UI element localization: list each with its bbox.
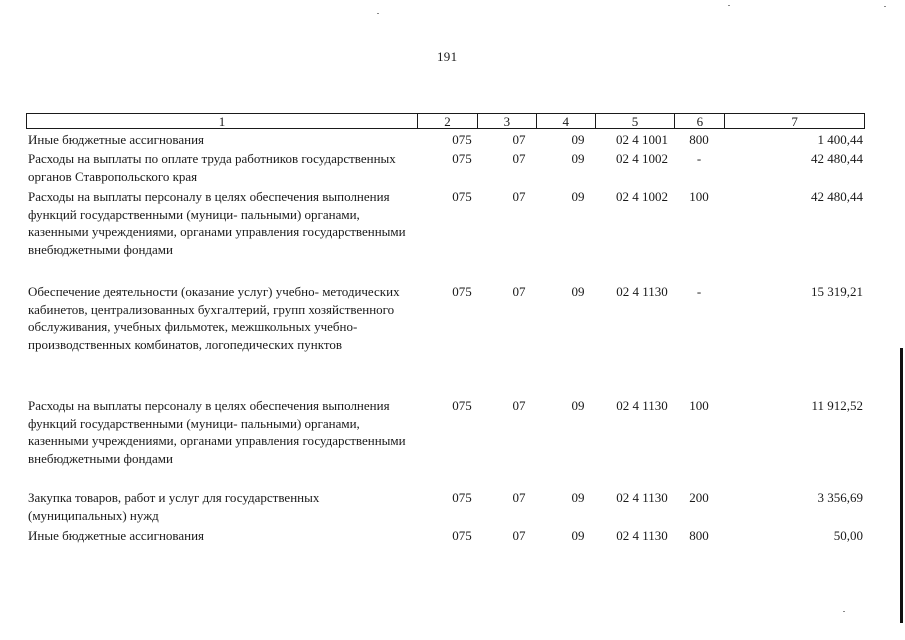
row-sum: 15 319,21: [811, 284, 863, 299]
row-expense-type: -: [696, 284, 702, 299]
row-description: Обеспечение деятельности (оказание услуг) учебно- методических кабинетов, централизованных бухгалтерий, групп хозяйственного обслуживания, учебных фильмотек, межшкольных учебно-производственных комбинатов, логопедических пунктов: [28, 284, 400, 352]
row-description: Расходы на выплаты персоналу в целях обеспечения выполнения функций государственными (муници- пальными) органами, казенными учреждениями, органами управления государственными внебюджетными фондами: [28, 189, 406, 257]
row-target-article: 02 4 1130: [616, 398, 668, 413]
row-target-article: 02 4 1002: [616, 151, 668, 166]
row-sum: 42 480,44: [811, 189, 863, 204]
row-description: Иные бюджетные ассигнования: [28, 528, 205, 543]
scan-speck: [377, 13, 379, 14]
scan-speck: [728, 5, 730, 6]
scan-edge-mark: [900, 348, 903, 623]
row-sum: 11 912,52: [811, 398, 863, 413]
column-header-2: 2: [418, 114, 478, 128]
row-expense-type: 100: [689, 189, 709, 204]
row-sum: 1 400,44: [817, 132, 863, 147]
row-subsection: 09: [571, 284, 585, 299]
row-expense-type: 200: [689, 490, 709, 505]
row-target-article: 02 4 1130: [616, 490, 668, 505]
row-target-article: 02 4 1130: [616, 284, 668, 299]
row-section: 07: [512, 528, 526, 543]
row-admin-code: 075: [452, 490, 472, 505]
row-target-article: 02 4 1001: [616, 132, 668, 147]
row-expense-type: 800: [689, 132, 709, 147]
row-sum: 50,00: [833, 528, 863, 543]
column-header-4: 4: [537, 114, 596, 128]
page-number: 191: [437, 49, 458, 64]
column-header-3: 3: [478, 114, 537, 128]
row-section: 07: [512, 132, 526, 147]
row-description: Закупка товаров, работ и услуг для государственных (муниципальных) нужд: [28, 490, 320, 523]
row-admin-code: 075: [452, 398, 472, 413]
row-description: Расходы на выплаты персоналу в целях обеспечения выполнения функций государственными (муници- пальными) органами, казенными учреждениями, органами управления государственными внебюджетными фондами: [28, 398, 406, 466]
table-header: [26, 113, 865, 129]
row-target-article: 02 4 1002: [616, 189, 668, 204]
row-subsection: 09: [571, 528, 585, 543]
row-target-article: 02 4 1130: [616, 528, 668, 543]
scan-speck: [884, 6, 886, 7]
row-expense-type: -: [696, 151, 702, 166]
row-admin-code: 075: [452, 189, 472, 204]
row-section: 07: [512, 151, 526, 166]
row-description: Иные бюджетные ассигнования: [28, 132, 205, 147]
row-admin-code: 075: [452, 151, 472, 166]
row-sum: 42 480,44: [811, 151, 863, 166]
row-expense-type: 800: [689, 528, 709, 543]
row-section: 07: [512, 490, 526, 505]
column-header-5: 5: [596, 114, 676, 128]
row-subsection: 09: [571, 189, 585, 204]
row-admin-code: 075: [452, 284, 472, 299]
row-description: Расходы на выплаты по оплате труда работников государственных органов Ставропольского края: [28, 151, 396, 184]
row-subsection: 09: [571, 132, 585, 147]
column-header-6: 6: [675, 114, 725, 128]
row-subsection: 09: [571, 490, 585, 505]
row-expense-type: 100: [689, 398, 709, 413]
row-subsection: 09: [571, 398, 585, 413]
column-header-1: 1: [27, 114, 418, 128]
row-admin-code: 075: [452, 528, 472, 543]
scan-speck: [843, 611, 845, 612]
row-section: 07: [512, 398, 526, 413]
row-sum: 3 356,69: [817, 490, 863, 505]
row-section: 07: [512, 189, 526, 204]
row-admin-code: 075: [452, 132, 472, 147]
row-section: 07: [512, 284, 526, 299]
row-subsection: 09: [571, 151, 585, 166]
column-header-7: 7: [791, 114, 798, 129]
